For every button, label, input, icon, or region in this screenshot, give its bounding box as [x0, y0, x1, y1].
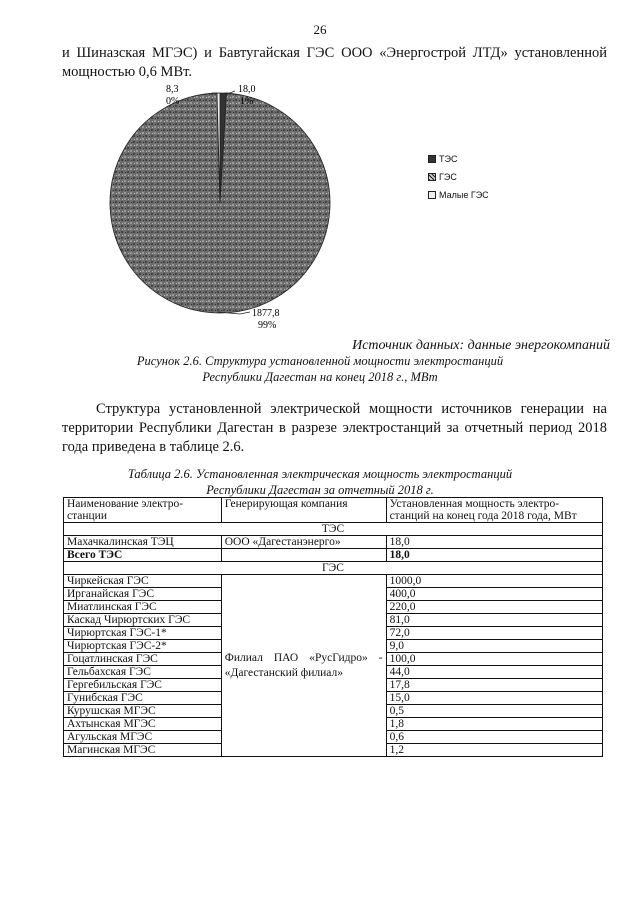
- table-row: Чирюртская ГЭС-1* 72,0: [64, 627, 603, 640]
- pie-percent-label-small-hydro: 0%: [166, 96, 180, 107]
- data-source-note: Источник данных: данные энергокомпаний: [352, 338, 610, 353]
- table-row: Курушская МГЭС 0,5: [64, 705, 603, 718]
- table-header-row: [64, 498, 603, 523]
- capacity-table: [63, 497, 603, 757]
- pie-percent-label-tes: 1%: [240, 96, 254, 107]
- legend-swatch: [428, 155, 436, 163]
- pie-chart: [100, 84, 420, 334]
- section-row-ges: ГЭС: [64, 562, 603, 575]
- legend-item-small-hydro: Малые ГЭС: [428, 186, 489, 204]
- legend-item-ges: ГЭС: [428, 168, 489, 186]
- pie-value-label-ges: 1877,8: [252, 308, 280, 319]
- table-row: Гельбахская ГЭС 44,0: [64, 666, 603, 679]
- legend-swatch: [428, 191, 436, 199]
- body-paragraph: Структура установленной электрической мощности источников генерации на территории Республики Дагестан в разрезе электростанций за отчетный период 2018 года приведена в таблице 2.6.: [62, 401, 607, 455]
- table-row: Чирюртская ГЭС-2* 9,0: [64, 640, 603, 653]
- table-row: Агульская МГЭС 0,6: [64, 731, 603, 744]
- chart-legend: [428, 150, 489, 204]
- header-capacity: Установленная мощность электро-станций на конец года 2018 года, МВт: [386, 498, 602, 523]
- legend-item-tes: ТЭС: [428, 150, 489, 168]
- table-row: Чиркейская ГЭС Филиал ПАО «РусГидро» - «Дагестанский филиал» 1000,0: [64, 575, 603, 588]
- table-row: Каскад Чирюртских ГЭС 81,0: [64, 614, 603, 627]
- table-row: Гоцатлинская ГЭС 100,0: [64, 653, 603, 666]
- table-row: Гунибская ГЭС 15,0: [64, 692, 603, 705]
- legend-swatch: [428, 173, 436, 181]
- pie-value-label-small-hydro: 8,3: [166, 84, 179, 95]
- intro-paragraph: и Шиназская МГЭС) и Бавтугайская ГЭС ООО «Энергострой ЛТД» установленной мощностью 0,6 МВт.: [62, 45, 607, 80]
- header-company: Генерирующая компания: [221, 498, 386, 523]
- section-row-tes: ТЭС: [64, 523, 603, 536]
- pie-percent-label-ges: 99%: [258, 320, 277, 331]
- table-row: Махачкалинская ТЭЦ ООО «Дагестанэнерго» 18,0: [64, 536, 603, 549]
- total-row-tes: Всего ТЭС 18,0: [64, 549, 603, 562]
- table-row: Ахтынская МГЭС 1,8: [64, 718, 603, 731]
- table-row: Гергебильская ГЭС 17,8: [64, 679, 603, 692]
- ges-company-cell: Филиал ПАО «РусГидро» - «Дагестанский филиал»: [221, 575, 386, 757]
- header-station: Наименование электро-станции: [64, 498, 222, 523]
- table-caption: Таблица 2.6. Установленная электрическая мощность электростанций Республики Дагестан за отчетный 2018 г.: [127, 467, 513, 497]
- pie-value-label-tes: 18,0: [238, 84, 256, 95]
- table-row: Магинская МГЭС 1,2: [64, 744, 603, 757]
- page-number: 26: [313, 22, 327, 37]
- figure-caption: Рисунок 2.6. Структура установленной мощности электростанций Республики Дагестан на конец 2018 г., МВт: [136, 354, 504, 384]
- table-row: Миатлинская ГЭС 220,0: [64, 601, 603, 614]
- table-row: Ирганайская ГЭС 400,0: [64, 588, 603, 601]
